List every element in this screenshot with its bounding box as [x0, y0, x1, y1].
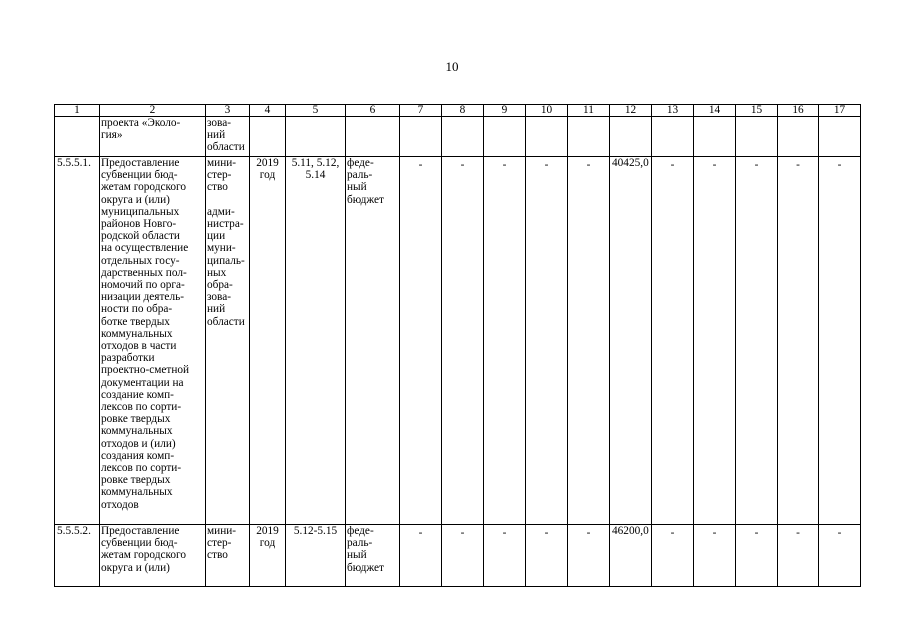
source-cell — [346, 117, 400, 157]
value-cell — [778, 117, 819, 157]
header-row — [55, 105, 861, 117]
year-cell — [250, 117, 286, 157]
value-cell — [484, 117, 526, 157]
row-index-cell: 5.5.5.2. — [55, 525, 100, 587]
source-cell: феде- раль- ный бюджет — [346, 525, 400, 587]
value-cell — [442, 117, 484, 157]
header-cell: 8 — [442, 105, 484, 117]
page-number: 10 — [445, 59, 459, 74]
value-cell: 46200,0 — [610, 525, 652, 587]
header-cell: 15 — [736, 105, 778, 117]
value-cell — [568, 117, 610, 157]
header-cell: 5 — [286, 105, 346, 117]
header-cell: 9 — [484, 105, 526, 117]
table-row-5-5-5-1 — [55, 157, 861, 525]
value-cell: - — [652, 525, 694, 587]
value-cell: - — [778, 525, 819, 587]
header-cell: 7 — [400, 105, 442, 117]
value-cell: - — [568, 525, 610, 587]
table-row-continuation — [55, 117, 861, 157]
header-cell: 6 — [346, 105, 400, 117]
header-cell: 1 — [55, 105, 100, 117]
indicator-cell: 5.12-5.15 — [286, 525, 346, 587]
header-cell: 17 — [819, 105, 861, 117]
value-cell: - — [652, 157, 694, 525]
value-cell: - — [442, 157, 484, 525]
header-cell: 12 — [610, 105, 652, 117]
source-cell: феде- раль- ный бюджет — [346, 157, 400, 525]
budget-table — [54, 104, 861, 587]
value-cell — [694, 117, 736, 157]
header-cell: 2 — [100, 105, 206, 117]
value-cell: - — [484, 157, 526, 525]
description-cell: Предоставление субвенции бюд- жетам городского округа и (или) муниципальных районов Новго- родской области на осуществление отдельных госу- дарственных пол- номочий по орга- низации деятель- ности по обра- ботке твердых коммунальных отходов в части разработки проектно-сметной документации на создание комп- лексов по сорти- ровке твердых коммунальных отходов и (или) создания комп- лексов по сорти- ровке твердых коммунальных отходов — [100, 157, 206, 525]
header-cell: 3 — [206, 105, 250, 117]
value-cell — [819, 117, 861, 157]
value-cell — [526, 117, 568, 157]
value-cell — [736, 117, 778, 157]
header-cell: 10 — [526, 105, 568, 117]
value-cell: - — [568, 157, 610, 525]
row-index-cell: 5.5.5.1. — [55, 157, 100, 525]
year-cell: 2019 год — [250, 157, 286, 525]
description-cell: проекта «Эколо- гия» — [100, 117, 206, 157]
executor-cell: мини- стер- ство адми- нистра- ции муни- ципаль- ных обра- зова- ний области — [206, 157, 250, 525]
header-cell: 13 — [652, 105, 694, 117]
value-cell: - — [778, 157, 819, 525]
value-cell: - — [819, 157, 861, 525]
table-row-5-5-5-2 — [55, 525, 861, 587]
value-cell: - — [526, 157, 568, 525]
header-cell: 4 — [250, 105, 286, 117]
value-cell: - — [442, 525, 484, 587]
value-cell — [400, 117, 442, 157]
header-cell: 14 — [694, 105, 736, 117]
value-cell: - — [819, 525, 861, 587]
value-cell: - — [400, 525, 442, 587]
header-cell: 11 — [568, 105, 610, 117]
executor-cell: мини- стер- ство — [206, 525, 250, 587]
value-cell: 40425,0 — [610, 157, 652, 525]
indicator-cell: 5.11, 5.12, 5.14 — [286, 157, 346, 525]
indicator-cell — [286, 117, 346, 157]
value-cell: - — [694, 525, 736, 587]
value-cell: - — [736, 525, 778, 587]
value-cell: - — [526, 525, 568, 587]
header-cell: 16 — [778, 105, 819, 117]
description-cell: Предоставление субвенции бюд- жетам городского округа и (или) — [100, 525, 206, 587]
value-cell — [610, 117, 652, 157]
value-cell: - — [400, 157, 442, 525]
value-cell: - — [736, 157, 778, 525]
value-cell: - — [694, 157, 736, 525]
value-cell — [652, 117, 694, 157]
year-cell: 2019 год — [250, 525, 286, 587]
executor-cell: зова- ний области — [206, 117, 250, 157]
value-cell: - — [484, 525, 526, 587]
row-index-cell — [55, 117, 100, 157]
